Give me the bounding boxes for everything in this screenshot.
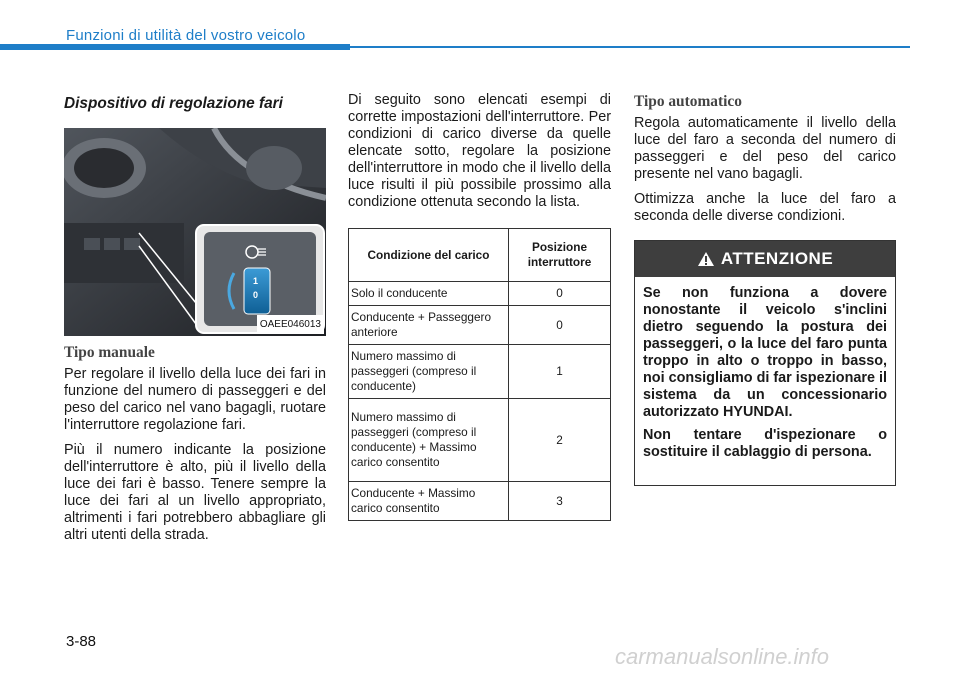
column-header: Posizione interruttore [509,229,611,282]
caution-paragraph: Non tentare d'ispezionare o sostituire il cablaggio di persona. [643,427,887,460]
paragraph: Per regolare il livello della luce dei fari in funzione del numero di passeggeri e del peso del carico nel vano bagagli, ruotare l'interruttore regolazione fari. [64,366,326,433]
column-right [634,92,896,233]
caution-box [634,240,896,486]
caution-title: ATTENZIONE [720,249,834,268]
table-cell: Conducente + Passeggero anteriore [349,306,509,345]
column-header: Condizione del carico [349,229,509,282]
warning-triangle-icon [697,251,715,267]
table-row [349,399,611,482]
automatic-type-heading: Tipo automatico [634,93,742,110]
paragraph: Di seguito sono elencati esempi di corrette impostazioni dell'interruttore. Per condizioni di carico diverse da quelle elencate sotto, regolare la posizione dell'interruttore in modo che il livello della luce risulti il più possibile prossimo alla condizione ottenuta secondo la lista. [348,92,611,210]
paragraph: Ottimizza anche la luce del faro a seconda delle diverse condizioni. [634,191,896,224]
table-cell: Solo il conducente [349,282,509,306]
table-row [349,282,611,306]
table-cell: 2 [509,399,611,482]
headlight-leveling-photo [64,128,326,336]
manual-type-heading: Tipo manuale [64,344,155,361]
load-condition-table [348,228,611,521]
caution-paragraph: Se non funziona a dovere nonostante il veicolo s'inclini dietro seguendo la postura dei passeggeri, o la luce del faro punta troppo in alto o troppo in basso, noi consigliamo di far ispezionare il sistema da un concessionario autorizzato HYUNDAI. [643,285,887,420]
caution-body [635,277,895,461]
column-left [64,92,326,552]
section-title: Funzioni di utilità del vostro veicolo [66,27,306,44]
table-cell: Numero massimo di passeggeri (compreso il conducente) [349,345,509,399]
table-cell: Conducente + Massimo carico consentito [349,482,509,521]
page-number: 3-88 [66,633,97,650]
table-row [349,482,611,521]
table-cell: 1 [509,345,611,399]
table-cell: Numero massimo di passeggeri (compreso il conducente) + Massimo carico consentito [349,399,509,482]
table-cell: 0 [509,282,611,306]
watermark: carmanualsonline.info [615,644,830,669]
svg-text:1: 1 [253,276,259,286]
svg-text:0: 0 [253,290,259,300]
table-cell: 3 [509,482,611,521]
paragraph: Regola automaticamente il livello della luce del faro a seconda del numero di passeggeri e del peso del carico presente nel vano bagagli. [634,115,896,182]
column-middle [348,92,611,521]
table-cell: 0 [509,306,611,345]
caution-header [635,241,895,277]
paragraph: Più il numero indicante la posizione dell'interruttore è alto, più il livello della luce dei fari è basso. Tenere sempre la luce dei fari al un livello appropriato, altrimenti i fari potrebbero abbagliare gli altri utenti della strada. [64,442,326,543]
table-header-row [349,229,611,282]
table-row [349,345,611,399]
dashboard-illustration [64,128,326,336]
header-accent-bar [0,44,350,50]
header-rule [350,46,910,48]
table-row [349,306,611,345]
image-reference-code: OAEE046013 [257,315,324,334]
section-heading: Dispositivo di regolazione fari [64,95,283,112]
